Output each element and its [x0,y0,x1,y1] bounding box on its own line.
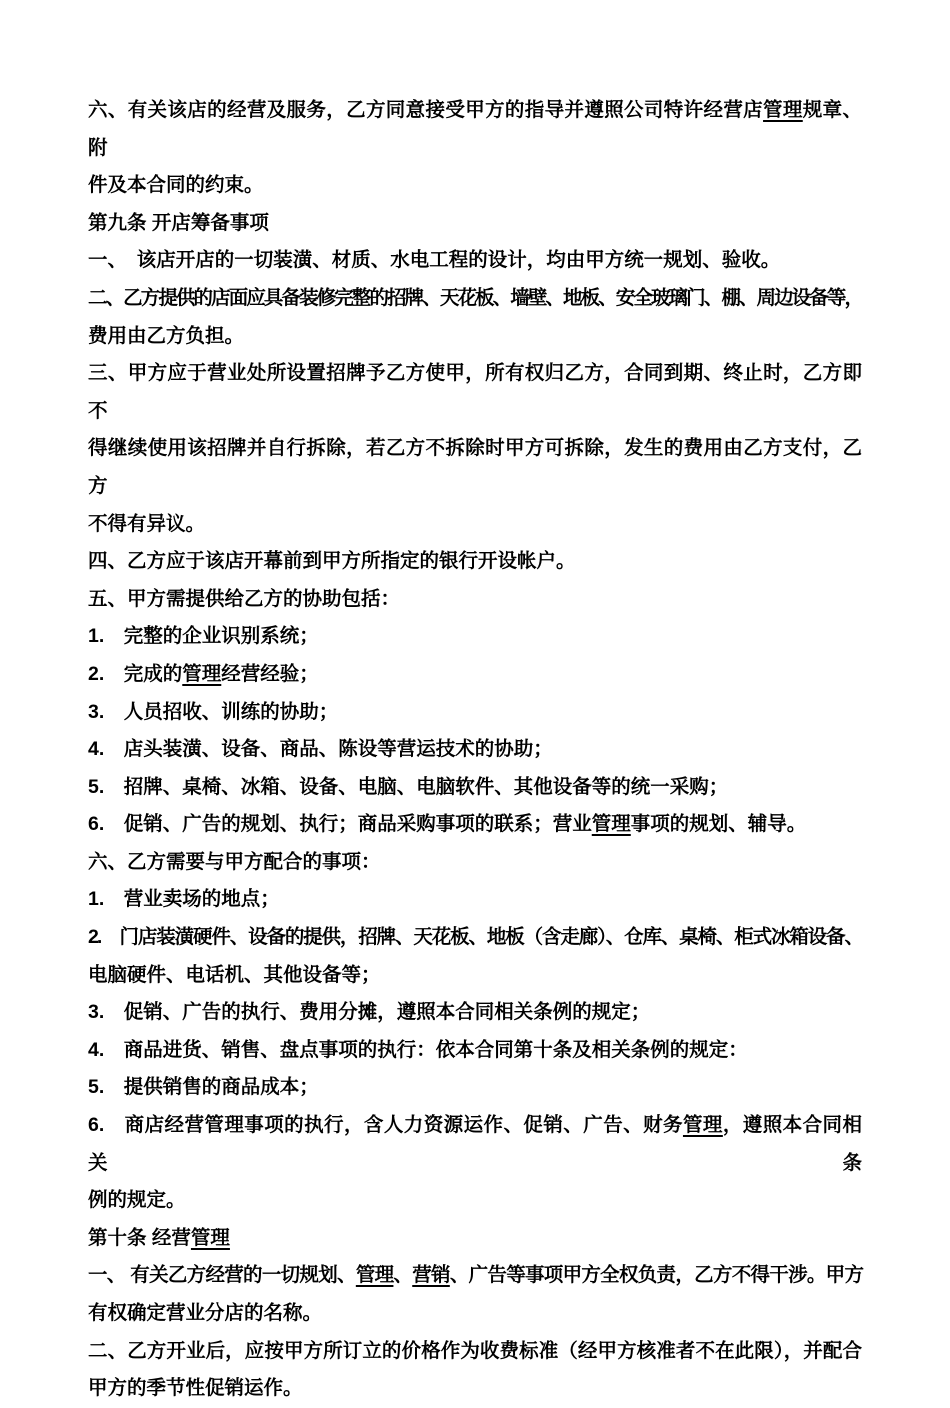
text-line [88,1370,862,1408]
text-run: 费用由乙方负担。 [88,324,245,347]
text-line [88,581,862,619]
text-line [88,881,862,919]
text-line [88,1069,862,1107]
text-run: 1. 完整的企业识别系统； [88,625,319,648]
document-body [88,92,862,1408]
text-run: 、广告等事项甲方全权负责，乙方不得干涉。甲方 [449,1264,862,1287]
text-run: 4. 商品进货、销售、盘点事项的执行：依本合同第十条及相关条例的规定： [88,1038,748,1061]
text-line [88,731,862,769]
underlined-text: 管理 [682,1114,723,1137]
text-line [88,280,862,318]
text-line [88,1333,862,1371]
text-line [88,1107,862,1182]
text-line [88,430,862,505]
text-run: 6. 商店经营管理事项的执行，含人力资源运作、促销、广告、财务 [88,1114,683,1137]
text-line [88,656,862,694]
text-run: 第十条 经营 [88,1226,191,1249]
text-run: 三、甲方应于营业处所设置招牌予乙方使甲，所有权归乙方，合同到期、终止时，乙方即不 [88,362,862,422]
text-line [88,919,862,957]
text-run: 五、甲方需提供给乙方的协助包括： [88,587,401,610]
text-line [88,806,862,844]
text-line [88,694,862,732]
text-run: 电脑硬件、电话机、其他设备等； [88,963,381,986]
text-run: 3. 人员招收、训练的协助； [88,700,339,723]
text-run: 3. 促销、广告的执行、费用分摊，遵照本合同相关条例的规定； [88,1001,651,1024]
text-run: 5. 招牌、桌椅、冰箱、设备、电脑、电脑软件、其他设备等的统一采购； [88,775,729,798]
text-line [88,769,862,807]
text-line [88,318,862,356]
text-run: 二、乙方提供的店面应具备装修完整的招牌、天花板、墙壁、地板、安全玻璃门、棚、周边设备等， [88,286,862,309]
text-line [88,242,862,280]
text-line [88,1032,862,1070]
text-run: 6. 促销、广告的规划、执行；商品采购事项的联系；营业 [88,813,592,836]
text-line [88,355,862,430]
text-run: 事项的规划、辅导。 [630,813,807,836]
underlined-text: 营销 [412,1264,450,1287]
text-run: 得继续使用该招牌并自行拆除，若乙方不拆除时甲方可拆除，发生的费用由乙方支付，乙方 [88,437,862,497]
text-line [88,1295,862,1333]
underlined-text: 管理 [182,662,222,685]
underlined-text: 管理 [190,1226,230,1249]
text-run: 一、 该店开店的一切装潢、材质、水电工程的设计，均由甲方统一规划、验收。 [88,249,781,272]
text-line [88,844,862,882]
text-run: 二、乙方开业后，应按甲方所订立的价格作为收费标准（经甲方核准者不在此限），并配合 [88,1339,862,1362]
underlined-text: 管理 [355,1264,394,1287]
text-line [88,618,862,656]
text-run: 六、乙方需要与甲方配合的事项： [88,850,381,873]
text-run: 有权确定营业分店的名称。 [88,1302,323,1324]
text-run: 经营经验； [221,662,319,685]
text-run: ，遵照本合同相关条 [88,1114,862,1174]
text-run: 不得有异议。 [88,512,206,535]
text-run: 1. 营业卖场的地点； [88,888,280,911]
text-line [88,92,862,167]
section-heading [88,1220,862,1258]
text-line [88,543,862,581]
text-run: 件及本合同的约束。 [88,174,264,197]
text-run: 4. 店头装潢、设备、商品、陈设等营运技术的协助； [88,738,553,761]
text-run: 、 [393,1264,413,1287]
section-heading [88,205,862,243]
text-run: 5. 提供销售的商品成本； [88,1076,319,1099]
text-line [88,1182,862,1220]
text-line [88,1257,862,1295]
text-run: 六、有关该店的经营及服务，乙方同意接受甲方的指导并遵照公司特许经营店 [88,99,764,121]
underlined-text: 管理 [763,99,803,121]
text-run: 2. 门店装潢硬件、设备的提供，招牌、天花板、地板（含走廊）、仓库、桌椅、柜式冰箱设备、 [88,926,862,949]
text-run: 第九条 开店筹备事项 [88,211,269,234]
text-run: 甲方的季节性促销运作。 [88,1377,303,1400]
text-run: 2. 完成的 [88,662,183,685]
text-run: 四、乙方应于该店开幕前到甲方所指定的银行开设帐户。 [88,550,576,573]
text-run: 规章、附 [88,99,862,159]
text-line [88,506,862,544]
text-line [88,167,862,205]
text-run: 一、 有关乙方经营的一切规划、 [88,1264,356,1287]
text-line [88,957,862,995]
text-line [88,994,862,1032]
text-run: 例的规定。 [88,1189,186,1212]
underlined-text: 管理 [591,813,631,836]
